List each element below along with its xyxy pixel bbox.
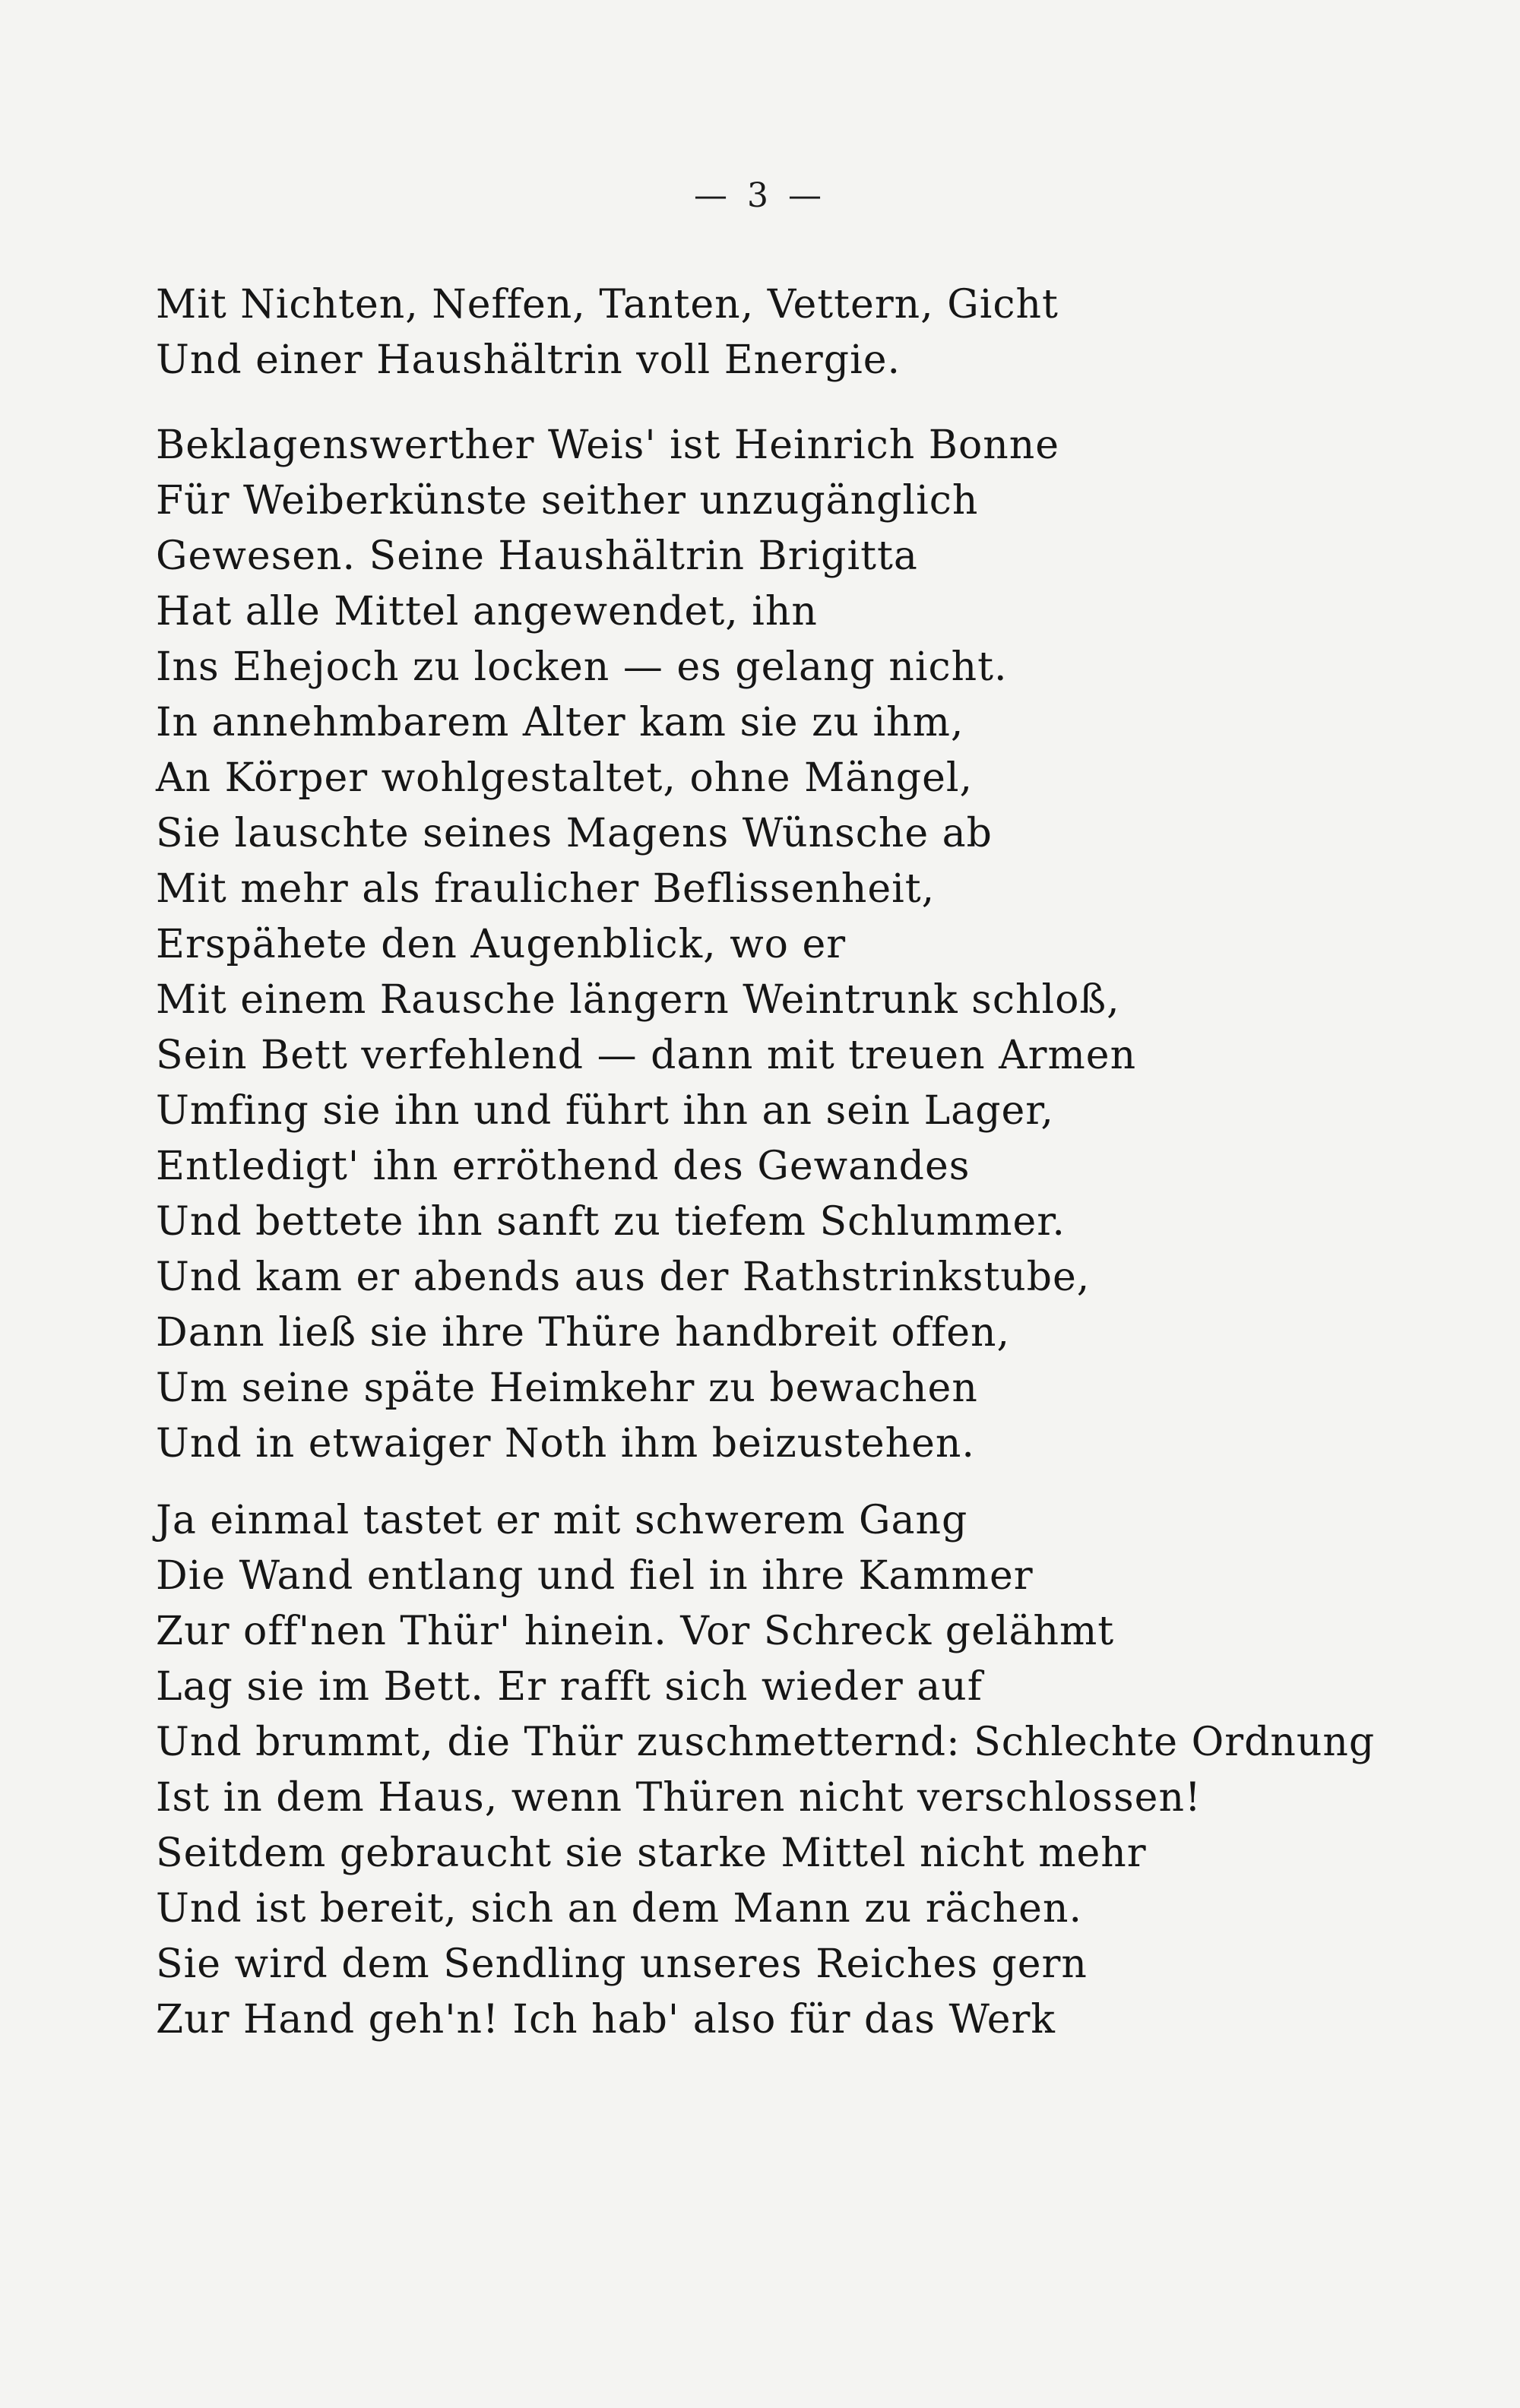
poem-line: Und einer Haushältrin voll Energie. [156,337,901,383]
poem-line: Zur Hand geh'n! Ich hab' also für das Werk [156,1997,1056,2043]
poem-line: Und bettete ihn sanft zu tiefem Schlummer. [156,1199,1066,1245]
poem-line: Und in etwaiger Noth ihm beizustehen. [156,1421,975,1467]
poem-line: Die Wand entlang und fiel in ihre Kammer [156,1553,1034,1599]
poem-line: Sie lauschte seines Magens Wünsche ab [156,811,993,856]
poem-line: Mit Nichten, Neffen, Tanten, Vettern, Gicht [156,282,1059,328]
page-number: — 3 — [694,176,826,215]
poem-line: Ja einmal tastet er mit schwerem Gang [156,1498,968,1543]
poem-line: Um seine späte Heimkehr zu bewachen [156,1365,978,1411]
poem-line: Und ist bereit, sich an dem Mann zu rächen. [156,1886,1082,1932]
poem-line: Mit einem Rausche längern Weintrunk schloß, [156,977,1120,1023]
poem-line: Sein Bett verfehlend — dann mit treuen Armen [156,1033,1137,1078]
poem-line: Und kam er abends aus der Rathstrinkstube, [156,1255,1091,1300]
poem-line: Seitdem gebraucht sie starke Mittel nicht mehr [156,1831,1147,1876]
poem-line: Gewesen. Seine Haushältrin Brigitta [156,533,918,579]
poem-line: Umfing sie ihn und führt ihn an sein Lager, [156,1088,1054,1134]
poem-line: Zur off'nen Thür' hinein. Vor Schreck gelähmt [156,1609,1115,1654]
poem-line: An Körper wohlgestaltet, ohne Mängel, [156,755,974,801]
stanza-2 [156,418,1136,1472]
poem-line: Für Weiberkünste seither unzugänglich [156,478,979,524]
poem-line: Und brummt, die Thür zuschmetternd: Schlechte Ordnung [156,1720,1376,1765]
poem-line: In annehmbarem Alter kam sie zu ihm, [156,700,964,745]
poem-line: Ins Ehejoch zu locken — es gelang nicht. [156,644,1008,690]
poem-line: Beklagenswerther Weis' ist Heinrich Bonne [156,422,1060,468]
poem-line: Dann ließ sie ihre Thüre handbreit offen, [156,1310,1011,1356]
poem-line: Entledigt' ihn erröthend des Gewandes [156,1144,971,1189]
poem-line: Sie wird dem Sendling unseres Reiches gern [156,1941,1088,1987]
stanza-3 [156,1493,1375,2048]
poem-line: Hat alle Mittel angewendet, ihn [156,589,818,634]
poem-line: Erspähete den Augenblick, wo er [156,922,847,967]
poem-line: Lag sie im Bett. Er rafft sich wieder auf [156,1664,983,1710]
stanza-1 [156,277,1059,388]
poem-line: Mit mehr als fraulicher Beflissenheit, [156,866,936,912]
poem-line: Ist in dem Haus, wenn Thüren nicht verschlossen! [156,1775,1202,1821]
